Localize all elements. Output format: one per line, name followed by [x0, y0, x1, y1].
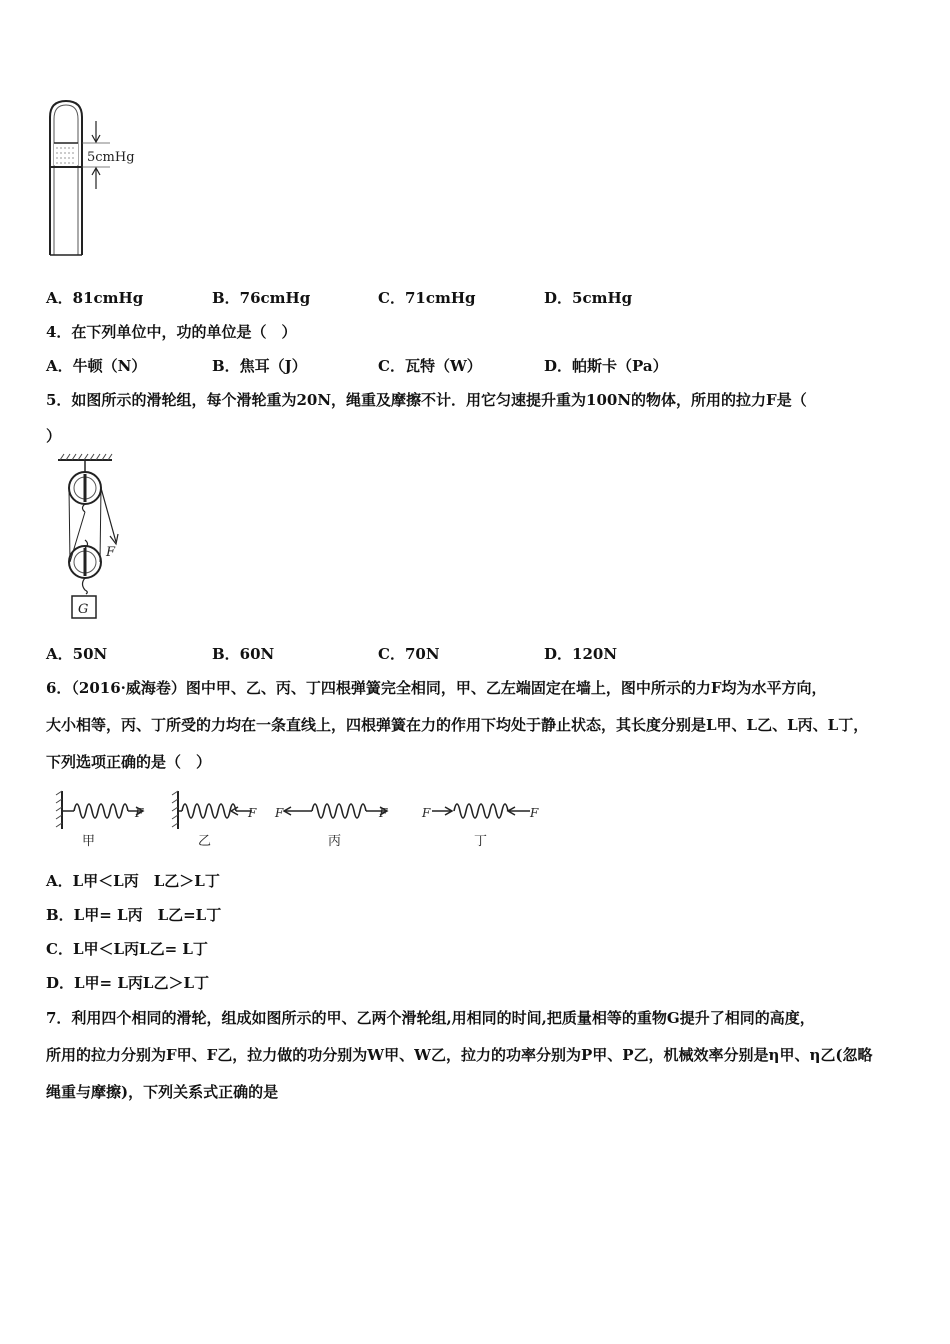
q3-option-a: A．81cmHg	[46, 289, 144, 307]
q5-stem-line-2: ）	[46, 427, 62, 445]
spring-ding-label: 丁	[474, 834, 488, 849]
spring-bing-label: 丙	[328, 834, 342, 849]
q7-stem-line-1: 7．利用四个相同的滑轮，组成如图所示的甲、乙两个滑轮组,用相同的时间,把质量相等的重物G提升了相同的高度，	[46, 1009, 815, 1027]
q6-stem-line-2: 大小相等，丙、丁所受的力均在一条直线上，四根弹簧在力的作用下均处于静止状态，其长度分别是L甲、L乙、L丙、L丁，	[46, 716, 869, 734]
spring-bing-force-right: F	[379, 806, 388, 820]
springs-figure	[50, 785, 550, 855]
spring-yi-label: 乙	[198, 834, 212, 849]
q6-option-b: B．L甲= L丙 L乙=L丁	[46, 906, 222, 924]
q5-option-a: A．50N	[46, 645, 108, 663]
q7-stem-line-2: 所用的拉力分别为F甲、F乙，拉力做的功分别为W甲、W乙，拉力的功率分别为P甲、P乙，机械效率分别是η甲、η乙(忽略	[46, 1046, 873, 1064]
spring-jia-label: 甲	[82, 834, 96, 849]
q4-stem: 4．在下列单位中，功的单位是（ ）	[46, 323, 297, 341]
q5-option-d: D．120N	[544, 645, 618, 663]
q4-option-c: C．瓦特（W）	[378, 357, 482, 375]
pulley-system-figure	[52, 452, 132, 627]
mercury-height-label: 5cmHg	[87, 150, 135, 165]
q3-option-b: B．76cmHg	[212, 289, 311, 307]
q7-stem-line-3: 绳重与摩擦)，下列关系式正确的是	[46, 1083, 279, 1101]
spring-ding-force-left: F	[422, 806, 431, 820]
q5-option-b: B．60N	[212, 645, 275, 663]
spring-ding-force-right: F	[530, 806, 539, 820]
q6-option-a: A．L甲＜L丙 L乙＞L丁	[46, 872, 220, 890]
spring-jia-force: F	[135, 806, 144, 820]
q4-option-b: B．焦耳（J）	[212, 357, 307, 375]
q3-option-c: C．71cmHg	[378, 289, 476, 307]
mercury-tube-figure	[40, 95, 150, 265]
pulley-weight-label: G	[78, 602, 89, 617]
q6-stem-line-3: 下列选项正确的是（ ）	[46, 753, 212, 771]
q6-option-d: D．L甲= L丙L乙＞L丁	[46, 974, 209, 992]
spring-bing-force-left: F	[275, 806, 284, 820]
q3-option-d: D．5cmHg	[544, 289, 633, 307]
q4-option-a: A．牛顿（N）	[46, 357, 147, 375]
q6-option-c: C．L甲＜L丙L乙= L丁	[46, 940, 208, 958]
pulley-force-label: F	[106, 545, 116, 560]
q5-stem-line-1: 5．如图所示的滑轮组，每个滑轮重为20N，绳重及摩擦不计．用它匀速提升重为100N的物体，所用的拉力F是（	[46, 391, 807, 409]
spring-yi-force: F	[248, 806, 257, 820]
q6-stem-line-1: 6．（2016·威海卷）图中甲、乙、丙、丁四根弹簧完全相同，甲、乙左端固定在墙上，图中所示的力F均为水平方向，	[46, 679, 827, 697]
q5-option-c: C．70N	[378, 645, 440, 663]
q4-option-d: D．帕斯卡（Pa）	[544, 357, 668, 375]
